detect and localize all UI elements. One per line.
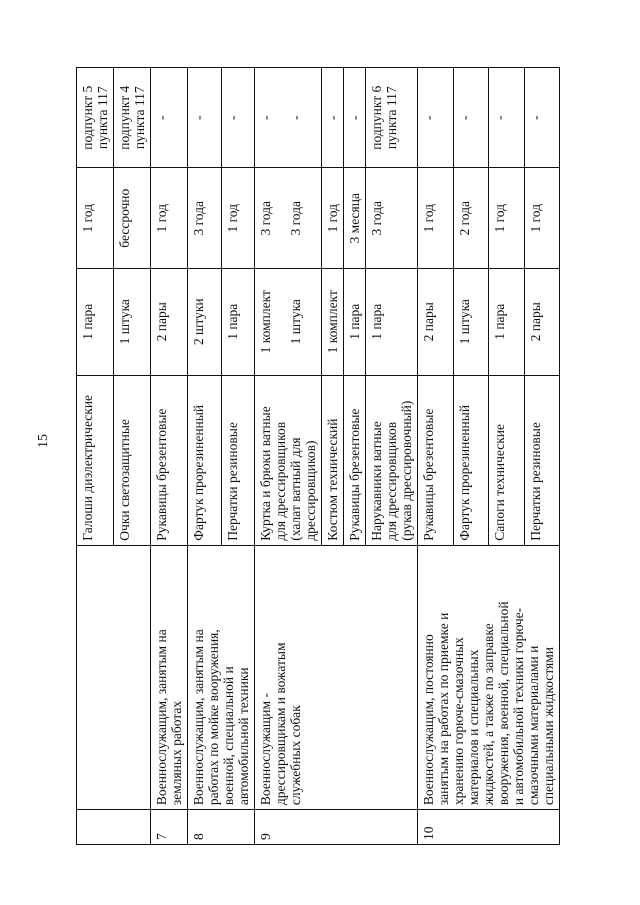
note-cell bbox=[524, 68, 560, 169]
category-cell bbox=[255, 545, 418, 809]
cell-line: жидкостей, а также по заправке bbox=[481, 623, 496, 806]
cell-line: дрессировщикам и вожатым bbox=[273, 642, 288, 806]
cell-line: служебных собак bbox=[288, 705, 303, 806]
cell-line: - bbox=[224, 115, 240, 120]
cell-line: 1 год bbox=[421, 203, 436, 233]
note-cell bbox=[151, 68, 188, 169]
cell-line: 1 пара bbox=[224, 303, 240, 340]
cell-line: - bbox=[191, 115, 206, 120]
cell-line: подпункт 5 bbox=[80, 85, 95, 150]
cell-line: военной, специальной и bbox=[221, 666, 236, 806]
cell-line: Рукавицы брезентовые bbox=[421, 408, 436, 541]
cell-line: 1 пара bbox=[347, 303, 362, 340]
quantity-cell bbox=[453, 268, 489, 375]
item-name-cell bbox=[344, 375, 366, 545]
term-cell bbox=[418, 168, 454, 268]
cell-line: 1 пара bbox=[369, 303, 384, 340]
quantity-cell bbox=[221, 268, 255, 375]
cell-line: - bbox=[154, 115, 169, 120]
cell-line: и автомобильной техники горюче- bbox=[511, 607, 526, 806]
table-row bbox=[418, 68, 454, 845]
cell-line: вооружения, военной, специальной bbox=[496, 601, 511, 806]
cell-line: Перчатки резиновые bbox=[527, 422, 543, 541]
cell-line: 1 пара bbox=[492, 303, 507, 340]
note-cell bbox=[77, 68, 114, 169]
term-cell bbox=[453, 168, 489, 268]
quantity-cell bbox=[188, 268, 222, 375]
note-cell bbox=[489, 68, 525, 169]
table-row bbox=[77, 68, 114, 845]
item-name-cell bbox=[255, 375, 322, 545]
cell-line: подпункт 4 bbox=[117, 85, 132, 150]
cell-line: 1 комплект bbox=[258, 290, 273, 354]
cell-line: 1 год bbox=[80, 203, 95, 233]
category-cell bbox=[418, 545, 560, 809]
item-name-cell bbox=[524, 375, 560, 545]
cell-line: 1 пара bbox=[80, 303, 95, 340]
item-name-cell bbox=[366, 375, 418, 545]
cell-line: Нарукавники ватные bbox=[369, 421, 384, 541]
cell-line: 3 года bbox=[258, 200, 273, 236]
cell-line: 1 штука bbox=[456, 299, 472, 345]
cell-line: 3 года bbox=[191, 200, 206, 236]
quantity-cell bbox=[344, 268, 366, 375]
cell-line: 1 год bbox=[527, 203, 543, 233]
item-name-cell bbox=[151, 375, 188, 545]
note-cell bbox=[255, 68, 322, 169]
note-cell bbox=[418, 68, 454, 169]
category-cell bbox=[151, 545, 188, 809]
table-row bbox=[151, 68, 188, 845]
cell-line: материалов и специальных bbox=[466, 649, 481, 806]
cell-line: 3 года bbox=[369, 200, 384, 236]
quantity-cell bbox=[255, 268, 322, 375]
term-cell bbox=[322, 168, 344, 268]
cell-line: Рукавицы брезентовые bbox=[347, 408, 362, 541]
term-cell bbox=[221, 168, 255, 268]
quantity-cell bbox=[366, 268, 418, 375]
cell-line: Фартук прорезиненный bbox=[456, 404, 472, 541]
row-number-cell: 9 bbox=[255, 810, 418, 845]
cell-line: Военнослужащим, постоянно bbox=[421, 634, 436, 806]
term-cell bbox=[151, 168, 188, 268]
term-cell bbox=[77, 168, 114, 268]
cell-line: бессрочно bbox=[117, 188, 132, 248]
cell-line: Сапоги технические bbox=[492, 423, 507, 541]
quantity-cell bbox=[151, 268, 188, 375]
cell-line: Очки светозащитные bbox=[117, 419, 132, 541]
table-body bbox=[77, 68, 560, 845]
cell-line: (рукав дрессировочный) bbox=[399, 400, 414, 541]
item-name-cell bbox=[418, 375, 454, 545]
cell-line: - bbox=[527, 115, 543, 120]
cell-line: хранению горюче-смазочных bbox=[451, 637, 466, 806]
row-number-cell: 8 bbox=[188, 810, 255, 845]
cell-line bbox=[273, 273, 288, 371]
cell-line: 3 года bbox=[288, 200, 303, 236]
cell-line: пункта 117 bbox=[95, 86, 110, 150]
quantity-cell bbox=[77, 268, 114, 375]
cell-line: - bbox=[456, 115, 472, 120]
cell-line: - bbox=[288, 115, 303, 120]
cell-line: 1 год bbox=[224, 203, 240, 233]
item-name-cell bbox=[322, 375, 344, 545]
term-cell bbox=[344, 168, 366, 268]
cell-line: дрессировщиков) bbox=[303, 440, 318, 541]
cell-line: 1 штука bbox=[288, 299, 303, 345]
cell-line: 2 штуки bbox=[191, 298, 206, 346]
cell-line: Костюм технический bbox=[325, 418, 340, 541]
cell-line: Перчатки резиновые bbox=[224, 422, 240, 541]
quantity-cell bbox=[524, 268, 560, 375]
cell-line: для дрессировщиков bbox=[384, 421, 399, 541]
cell-line: - bbox=[492, 115, 507, 120]
cell-line: 3 месяца bbox=[347, 193, 362, 244]
item-name-cell bbox=[77, 375, 114, 545]
cell-line: Военнослужащим, занятым на bbox=[191, 629, 206, 806]
cell-line: 1 год bbox=[154, 203, 169, 233]
cell-line bbox=[273, 72, 288, 164]
cell-line: Военнослужащим, занятым на bbox=[154, 629, 169, 806]
note-cell bbox=[114, 68, 151, 169]
quantity-cell bbox=[489, 268, 525, 375]
note-cell bbox=[322, 68, 344, 169]
cell-line: работах по мойке вооружения, bbox=[206, 629, 221, 806]
cell-line: 2 пары bbox=[527, 302, 543, 342]
cell-line: - bbox=[421, 115, 436, 120]
cell-line: Рукавицы брезентовые bbox=[154, 408, 169, 541]
cell-line: пункта 117 bbox=[132, 86, 147, 150]
row-number-cell: 7 bbox=[151, 810, 188, 845]
quantity-cell bbox=[114, 268, 151, 375]
page-number: 15 bbox=[36, 434, 51, 448]
cell-line: Куртка и брюки ватные bbox=[258, 406, 273, 541]
table-row bbox=[188, 68, 222, 845]
cell-line: 1 штука bbox=[117, 299, 132, 345]
quantity-cell bbox=[322, 268, 344, 375]
item-name-cell bbox=[188, 375, 222, 545]
item-name-cell bbox=[221, 375, 255, 545]
note-cell bbox=[344, 68, 366, 169]
cell-line: земляных работах bbox=[169, 700, 184, 806]
cell-line: (халат ватный для bbox=[288, 437, 303, 541]
item-name-cell bbox=[489, 375, 525, 545]
note-cell bbox=[453, 68, 489, 169]
term-cell bbox=[524, 168, 560, 268]
item-name-cell bbox=[114, 375, 151, 545]
term-cell bbox=[366, 168, 418, 268]
term-cell bbox=[489, 168, 525, 268]
cell-line: пункта 117 bbox=[384, 86, 399, 150]
cell-line bbox=[273, 173, 288, 264]
category-cell bbox=[188, 545, 255, 809]
cell-line: занятым на работах по приемке и bbox=[436, 612, 451, 806]
norms-table bbox=[76, 67, 560, 845]
category-cell bbox=[77, 545, 151, 809]
cell-line: 2 пары bbox=[154, 302, 169, 342]
cell-line: - bbox=[325, 115, 340, 120]
cell-line: 1 комплект bbox=[325, 290, 340, 354]
cell-line: автомобильной техники bbox=[236, 667, 251, 806]
note-cell bbox=[366, 68, 418, 169]
cell-line: Фартук прорезиненный bbox=[191, 404, 206, 541]
cell-line: смазочными материалами и bbox=[526, 645, 541, 806]
cell-line: 1 год bbox=[492, 203, 507, 233]
cell-line: специальными жидкостями bbox=[541, 646, 556, 806]
cell-line: 2 года bbox=[456, 200, 472, 236]
cell-line: 1 год bbox=[325, 203, 340, 233]
item-name-cell bbox=[453, 375, 489, 545]
note-cell bbox=[221, 68, 255, 169]
row-number-cell bbox=[77, 810, 151, 845]
cell-line: подпункт 6 bbox=[369, 85, 384, 150]
cell-line: 2 пары bbox=[421, 302, 436, 342]
cell-line: - bbox=[258, 115, 273, 120]
table-row bbox=[255, 68, 322, 845]
note-cell bbox=[188, 68, 222, 169]
term-cell bbox=[188, 168, 222, 268]
rotated-table-container bbox=[76, 67, 588, 845]
term-cell bbox=[114, 168, 151, 268]
cell-line: Военнослужащим - bbox=[258, 693, 273, 806]
cell-line: Галоши диэлектрические bbox=[80, 394, 95, 541]
row-number-cell: 10 bbox=[418, 810, 560, 845]
quantity-cell bbox=[418, 268, 454, 375]
term-cell bbox=[255, 168, 322, 268]
cell-line: - bbox=[347, 115, 362, 120]
cell-line: для дрессировщиков bbox=[273, 421, 288, 541]
